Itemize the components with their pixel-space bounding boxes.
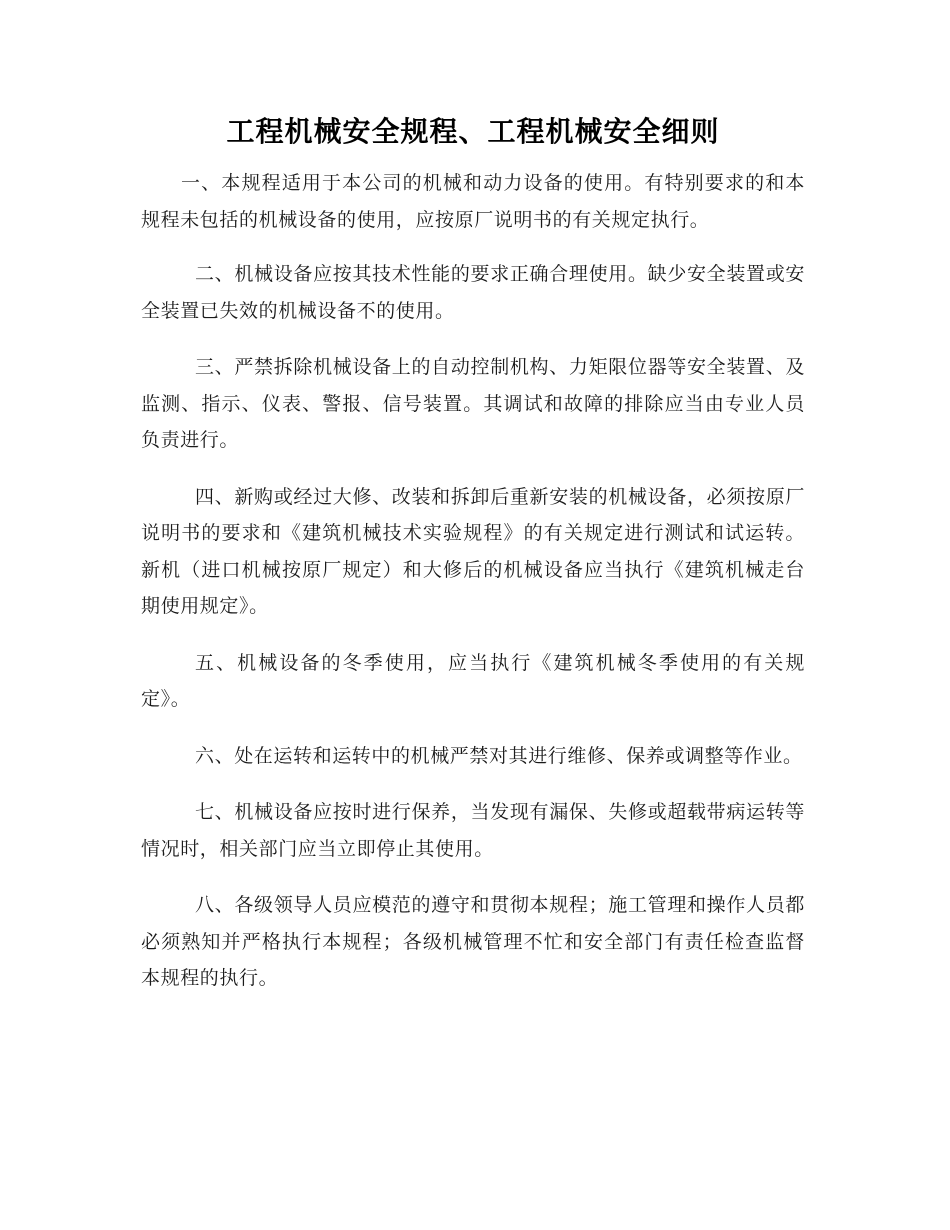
paragraph-3: 三、严禁拆除机械设备上的自动控制机构、力矩限位器等安全装置、及监测、指示、仪表、警报、信号装置。其调试和故障的排除应当由专业人员负责进行。 bbox=[141, 356, 805, 451]
paragraph-5: 五、机械设备的冬季使用，应当执行《建筑机械冬季使用的有关规定》。 bbox=[141, 651, 805, 710]
paragraph-2: 二、机械设备应按其技术性能的要求正确合理使用。缺少安全装置或安全装置已失效的机械设备不的使用。 bbox=[141, 263, 805, 322]
paragraph-4: 四、新购或经过大修、改装和拆卸后重新安装的机械设备，必须按原厂说明书的要求和《建筑机械技术实验规程》的有关规定进行测试和试运转。新机（进口机械按原厂规定）和大修后的机械设备应当执行《建筑机械走台期使用规定》。 bbox=[141, 485, 805, 617]
document-page bbox=[141, 112, 805, 1017]
paragraph-6: 六、处在运转和运转中的机械严禁对其进行维修、保养或调整等作业。 bbox=[195, 744, 803, 767]
paragraph-7: 七、机械设备应按时进行保养，当发现有漏保、失修或超载带病运转等情况时，相关部门应当立即停止其使用。 bbox=[141, 801, 805, 860]
paragraph-1: 一、本规程适用于本公司的机械和动力设备的使用。有特别要求的和本规程未包括的机械设备的使用，应按原厂说明书的有关规定执行。 bbox=[141, 172, 805, 231]
document-title: 工程机械安全规程、工程机械安全细则 bbox=[226, 115, 720, 148]
paragraph-8: 八、各级领导人员应模范的遵守和贯彻本规程；施工管理和操作人员都必须熟知并严格执行本规程；各级机械管理不忙和安全部门有责任检查监督本规程的执行。 bbox=[141, 894, 805, 989]
